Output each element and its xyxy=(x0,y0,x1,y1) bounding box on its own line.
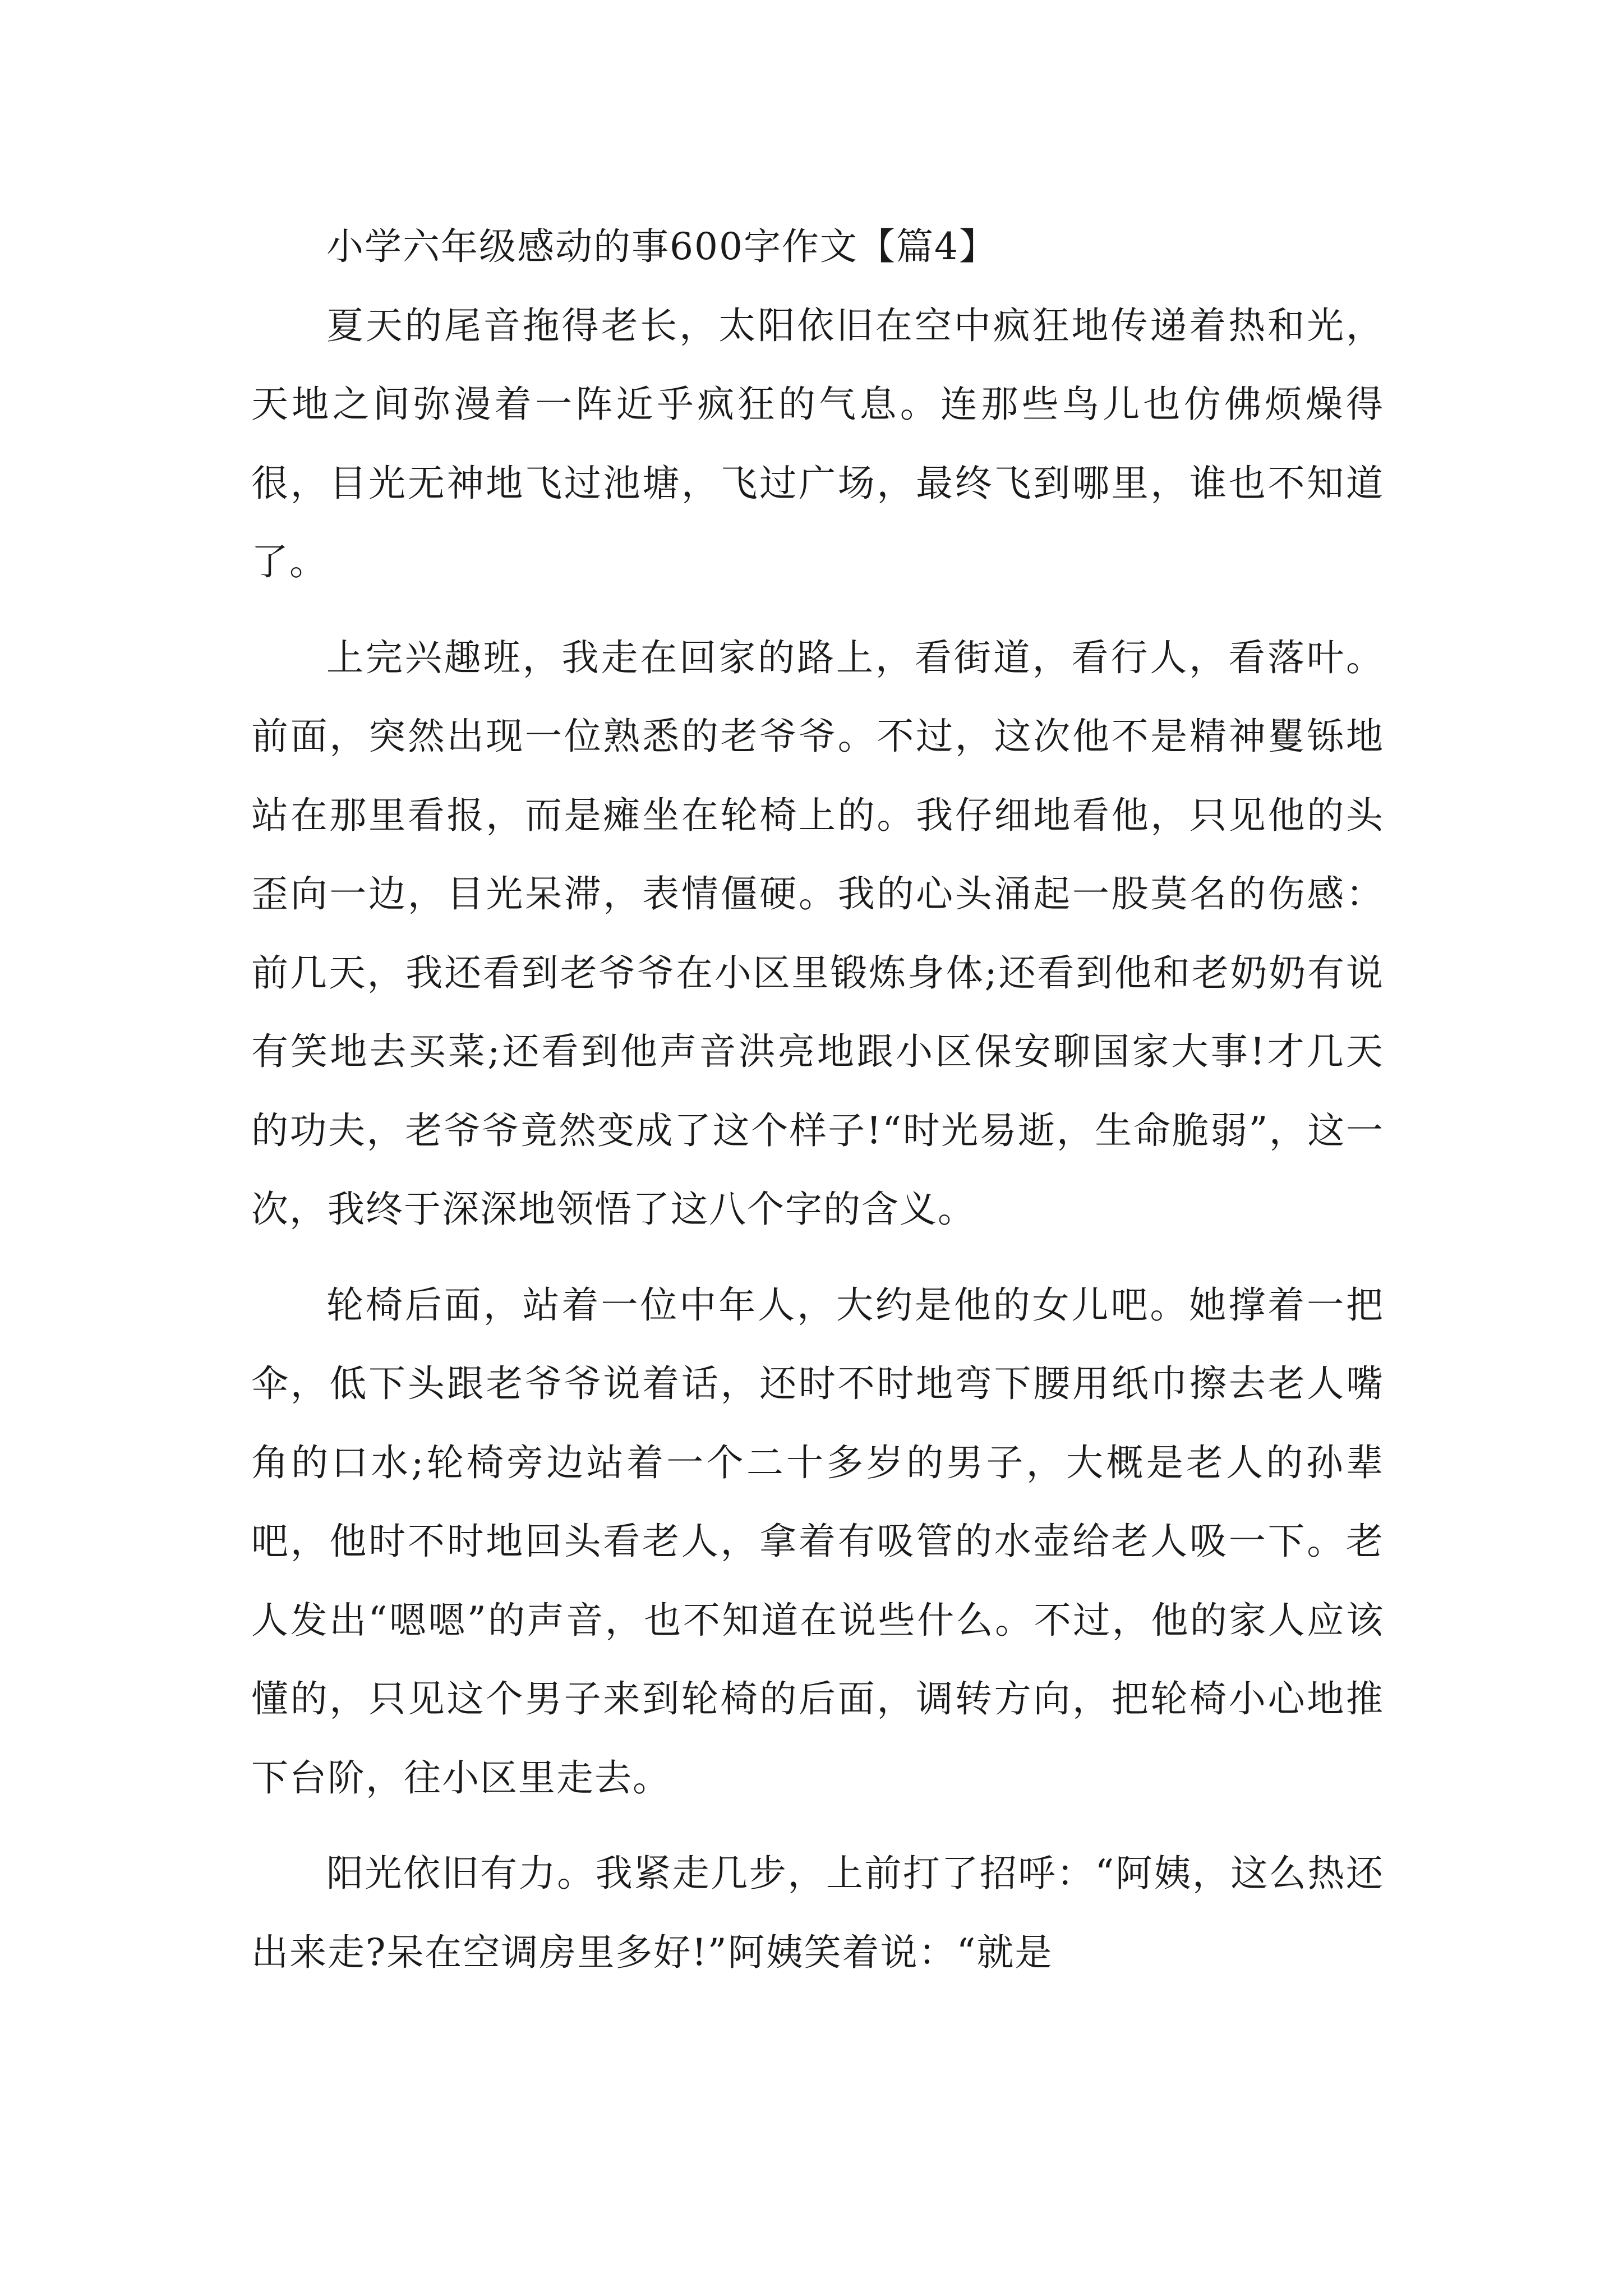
document-page xyxy=(251,208,1384,1992)
paragraph: 轮椅后面，站着一位中年人，大约是他的女儿吧。她撑着一把伞，低下头跟老爷爷说着话，还时不时地弯下腰用纸巾擦去老人嘴角的口水;轮椅旁边站着一个二十多岁的男子，大概是老人的孙辈吧，他时不时地回头看老人，拿着有吸管的水壶给老人吸一下。老人发出“嗯嗯”的声音，也不知道在说些什么。不过，他的家人应该懂的，只见这个男子来到轮椅的后面，调转方向，把轮椅小心地推下台阶，往小区里走去。 xyxy=(251,1283,1384,1800)
paragraph: 阳光依旧有力。我紧走几步，上前打了招呼：“阿姨，这么热还出来走?呆在空调房里多好!”阿姨笑着说：“就是 xyxy=(251,1852,1384,1974)
paragraph: 上完兴趣班，我走在回家的路上，看街道，看行人，看落叶。前面，突然出现一位熟悉的老爷爷。不过，这次他不是精神矍铄地站在那里看报，而是瘫坐在轮椅上的。我仔细地看他，只见他的头歪向一边，目光呆滞，表情僵硬。我的心头涌起一股莫名的伤感：前几天，我还看到老爷爷在小区里锻炼身体;还看到他和老奶奶有说有笑地去买菜;还看到他声音洪亮地跟小区保安聊国家大事!才几天的功夫，老爷爷竟然变成了这个样子!“时光易逝，生命脆弱”，这一次，我终于深深地领悟了这八个字的含义。 xyxy=(251,636,1384,1231)
paragraph: 夏天的尾音拖得老长，太阳依旧在空中疯狂地传递着热和光，天地之间弥漫着一阵近乎疯狂的气息。连那些鸟儿也仿佛烦燥得很，目光无神地飞过池塘，飞过广场，最终飞到哪里，谁也不知道了。 xyxy=(251,303,1384,583)
document-title: 小学六年级感动的事600字作文【篇4】 xyxy=(326,225,997,268)
